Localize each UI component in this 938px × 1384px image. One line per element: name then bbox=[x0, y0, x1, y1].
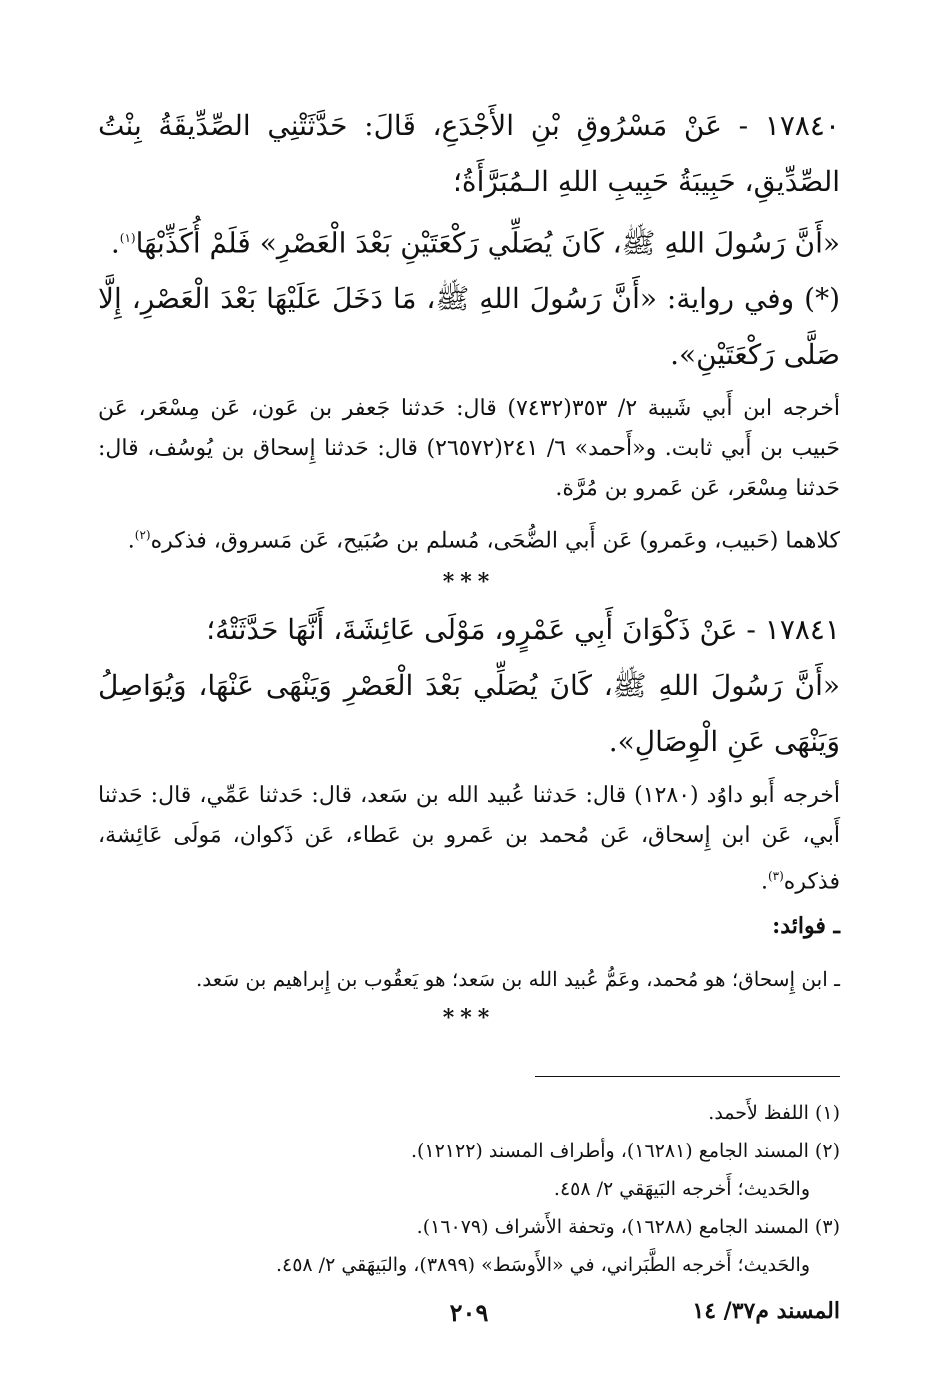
volume-signature: المسند م٣٧/ ١٤ bbox=[692, 1298, 840, 1324]
footnotes bbox=[98, 1094, 840, 1284]
footnote-ref-3: (٣) bbox=[767, 868, 784, 883]
takhrij-summary-end: . bbox=[127, 528, 135, 554]
footnote-ref-2: (٢) bbox=[134, 528, 151, 543]
hadith-1841-takhrij-text: أخرجه أَبو داوُد (١٢٨٠) قال: حَدثنا عُبيد الله بن سَعد، قال: حَدثنا عَمِّي، قال: حَدثنا أَبي، عَن ابن إِسحاق، عَن مُحمد بن عَمرو بن عَطاء، عَن ذَكوان، مَولَى عَائِشة، فذكره bbox=[98, 782, 840, 894]
benefit-line: ـ ابن إِسحاق؛ هو مُحمد، وعَمُّ عُبيد الله بن سَعد؛ هو يَعقُوب بن إِبراهيم بن سَعد. bbox=[195, 966, 840, 991]
benefits-heading: ـ فوائد: bbox=[772, 912, 840, 939]
takhrij-summary-text: كلاهما (حَبيب، وعَمرو) عَن أَبي الضُّحَى، مُسلم بن صُبَيح، عَن مَسروق، فذكره bbox=[150, 528, 840, 554]
hadith-1840-isnad: ١٧٨٤٠ - عَنْ مَسْرُوقِ بْنِ الأَجْدَعِ، قَالَ: حَدَّثَتْنِي الصِّدِّيقَةُ بِنْتُ الصِّدِّيقِ، حَبِيبَةُ حَبِيبِ اللهِ الـمُبَرَّأَةُ؛ bbox=[98, 109, 840, 198]
hadith-1841-matn: «أَنَّ رَسُولَ اللهِ ﷺ، كَانَ يُصَلِّي بَعْدَ الْعَصْرِ وَيَنْهَى عَنْهَا، وَيُوَاصِلُ وَيَنْهَى عَنِ الْوِصَالِ». bbox=[98, 668, 840, 758]
section-separator: *** bbox=[442, 568, 496, 595]
page-footer bbox=[98, 1298, 840, 1338]
hadith-1841-takhrij-end: . bbox=[760, 868, 768, 894]
section-separator-2: *** bbox=[442, 1004, 496, 1031]
page-number: ٢٠٩ bbox=[449, 1298, 489, 1327]
hadith-1840-matn-text: «أَنَّ رَسُولَ اللهِ ﷺ، كَانَ يُصَلِّي رَكْعَتَيْنِ بَعْدَ الْعَصْرِ» فَلَمْ أُكَذِّبْهَا bbox=[135, 226, 840, 260]
footnote-1: (١) اللفظ لأَحمد. bbox=[708, 1102, 840, 1124]
footnote-divider bbox=[535, 1076, 840, 1077]
hadith-1840-takhrij-summary bbox=[98, 515, 840, 561]
hadith-1840-takhrij: أخرجه ابن أَبي شَيبة ٢/ ٣٥٣(٧٤٣٢) قال: حَدثنا جَعفر بن عَون، عَن مِسْعَر، عَن حَبيب بن أَبي ثابت. و«أَحمد» ٦/ ٢٤١(٢٦٥٧٢) قال: حَدثنا إِسحاق بن يُوسُف، قال: حَدثنا مِسْعَر، عَن عَمرو بن مُرَّة. bbox=[98, 396, 841, 502]
footnote-2-continued: والحَديث؛ أَخرجه البَيهَقي ٢/ ٤٥٨. bbox=[553, 1178, 810, 1200]
footnote-3: (٣) المسند الجامع (١٦٢٨٨)، وتحفة الأَشراف (١٦٠٧٩). bbox=[416, 1216, 840, 1238]
hadith-1841-takhrij bbox=[98, 776, 840, 902]
hadith-1840-riwaya: (*) وفي رواية: «أَنَّ رَسُولَ اللهِ ﷺ، مَا دَخَلَ عَلَيْهَا بَعْدَ الْعَصْرِ، إِلَّا صَلَّى رَكْعَتَيْنِ». bbox=[98, 282, 840, 372]
main-text bbox=[98, 98, 840, 1038]
footnote-ref-1: (١) bbox=[119, 231, 136, 245]
hadith-1840-matn: «أَنَّ رَسُولَ اللهِ ﷺ، كَانَ يُصَلِّي رَكْعَتَيْنِ بَعْدَ الْعَصْرِ» فَلَمْ أُكَذِّبْهَا$^{(١)}$. bbox=[110, 226, 840, 260]
hadith-1841-isnad: ١٧٨٤١ - عَنْ ذَكْوَانَ أَبِي عَمْرٍو، مَوْلَى عَائِشَةَ، أَنَّهَا حَدَّثَتْهُ؛ bbox=[206, 612, 840, 646]
footnote-2: (٢) المسند الجامع (١٦٢٨١)، وأطراف المسند (١٢١٢٢). bbox=[410, 1140, 840, 1162]
footnote-3-continued: والحَديث؛ أَخرجه الطَّبَراني، في «الأَوسَط» (٣٨٩٩)، والبَيهَقي ٢/ ٤٥٨. bbox=[275, 1254, 810, 1276]
